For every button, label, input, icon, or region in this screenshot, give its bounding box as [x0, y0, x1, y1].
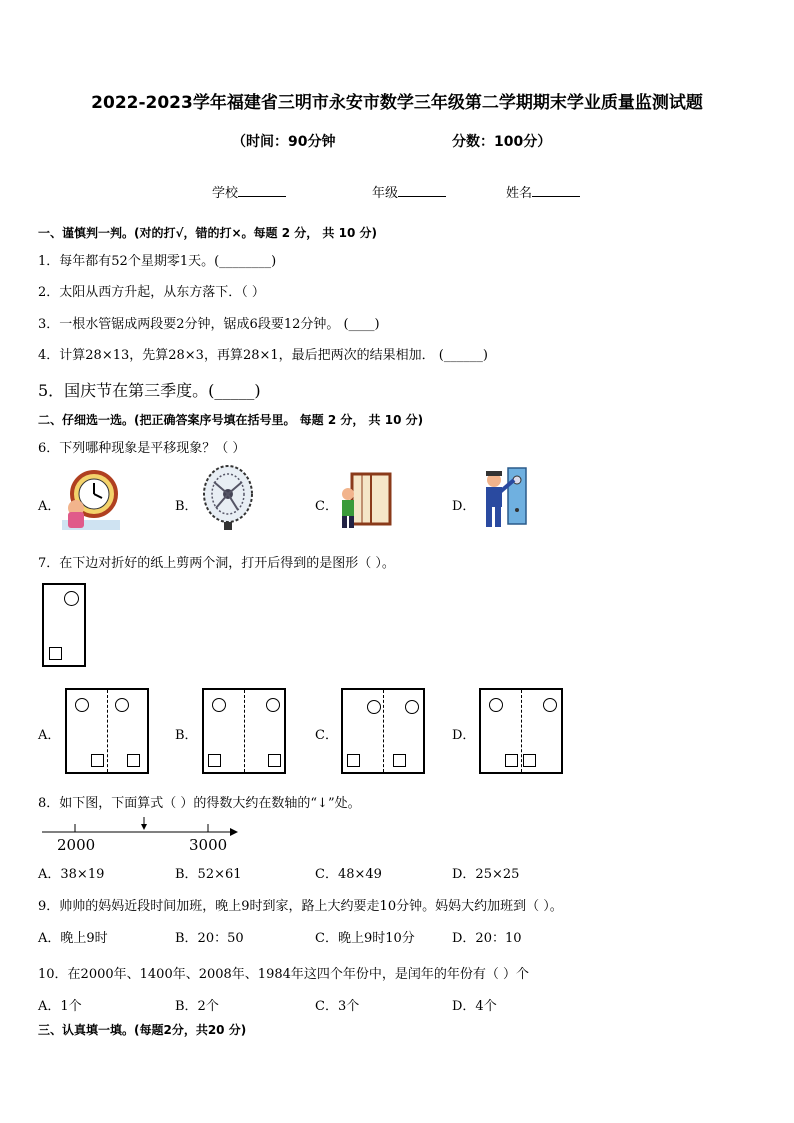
- section-1-heading: 一、谨慎判一判。(对的打√，错的打×。每题 2 分， 共 10 分): [38, 226, 377, 240]
- q7-figure-a: [65, 688, 149, 774]
- page-title: 2022-2023学年福建省三明市永安市数学三年级第二学期期末学业质量监测试题: [91, 93, 703, 113]
- clock-picture: [62, 468, 120, 530]
- q7-figure-b: [202, 688, 286, 774]
- hole-circle: [543, 698, 557, 712]
- window-picture: [336, 472, 392, 530]
- hole-circle: [266, 698, 280, 712]
- q8-option-c: C．48×49: [315, 867, 382, 882]
- hole-square: [208, 754, 221, 767]
- question-2: 2．太阳从西方升起，从东方落下．（ ）: [38, 285, 265, 300]
- grade-field: [372, 182, 446, 201]
- name-field: [506, 182, 580, 201]
- school-blank: [238, 184, 286, 197]
- hole-circle: [405, 700, 419, 714]
- question-8: 8．如下图，下面算式（ ）的得数大约在数轴的“↓”处。: [38, 796, 361, 811]
- name-blank: [532, 184, 580, 197]
- time-label: （时间：90分钟: [232, 134, 336, 150]
- q7-option-a-label: A．: [38, 728, 61, 743]
- hole-circle: [115, 698, 129, 712]
- q10-option-d: D．4个: [452, 999, 497, 1014]
- q6-option-b-label: B．: [175, 499, 198, 514]
- fold-line: [383, 690, 384, 772]
- question-1: 1．每年都有52个星期零1天。(________): [38, 254, 277, 269]
- fold-line: [107, 690, 108, 772]
- grade-label: 年级: [372, 186, 399, 201]
- question-7: 7．在下边对折好的纸上剪两个洞，打开后得到的是图形（ ）。: [38, 556, 395, 571]
- question-5: 5．国庆节在第三季度。(_____): [38, 381, 261, 400]
- hole-circle: [75, 698, 89, 712]
- q9-option-d: D．20：10: [452, 931, 522, 946]
- school-field: [212, 182, 286, 201]
- paper-hole-circle: [64, 591, 79, 606]
- hole-square: [523, 754, 536, 767]
- q9-option-b: B．20：50: [175, 931, 244, 946]
- q8-option-d: D．25×25: [452, 867, 520, 882]
- question-10: 10．在2000年、1400年、2008年、1984年这四个年份中，是闰年的年份有（ ）个: [38, 967, 530, 982]
- q6-option-a-label: A．: [38, 499, 61, 514]
- section-2-heading: 二、仔细选一选。(把正确答案序号填在括号里。 每题 2 分， 共 10 分): [38, 413, 424, 427]
- fold-line: [244, 690, 245, 772]
- q10-option-b: B．2个: [175, 999, 219, 1014]
- school-label: 学校: [212, 186, 239, 201]
- hole-square: [347, 754, 360, 767]
- question-6: 6．下列哪种现象是平移现象？（ ）: [38, 441, 246, 456]
- name-label: 姓名: [506, 186, 533, 201]
- q7-option-b-label: B．: [175, 728, 198, 743]
- question-3: 3．一根水管锯成两段要2分钟，锯成6段要12分钟。 (____): [38, 317, 380, 332]
- hole-square: [127, 754, 140, 767]
- q9-option-a: A．晚上9时: [38, 931, 108, 946]
- q7-option-c-label: C．: [315, 728, 338, 743]
- question-9: 9．帅帅的妈妈近段时间加班，晚上9时到家，路上大约要走10分钟。妈妈大约加班到（ ）。: [38, 899, 563, 914]
- q8-option-a: A．38×19: [38, 867, 105, 882]
- section-3-heading: 三、认真填一填。(每题2分，共20 分): [38, 1023, 247, 1037]
- q7-option-d-label: D．: [452, 728, 476, 743]
- grade-blank: [398, 184, 446, 197]
- hole-circle: [367, 700, 381, 714]
- hole-square: [268, 754, 281, 767]
- q6-option-c-label: C．: [315, 499, 338, 514]
- axis-tick-2000: 2000: [57, 836, 96, 854]
- hole-square: [505, 754, 518, 767]
- q7-figure-c: [341, 688, 425, 774]
- q7-figure-d: [479, 688, 563, 774]
- q10-option-a: A．1个: [38, 999, 82, 1014]
- paper-hole-square: [49, 647, 62, 660]
- question-4: 4．计算28×13，先算28×3，再算28×1，最后把两次的结果相加． (______): [38, 348, 488, 363]
- fan-picture: [198, 462, 256, 532]
- axis-tick-3000: 3000: [189, 836, 228, 854]
- fold-line: [521, 690, 522, 772]
- q6-option-d-label: D．: [452, 499, 476, 514]
- faucet-picture: [474, 466, 530, 532]
- q8-option-b: B．52×61: [175, 867, 242, 882]
- folded-paper: [42, 583, 86, 667]
- hole-circle: [212, 698, 226, 712]
- hole-square: [393, 754, 406, 767]
- q10-option-c: C．3个: [315, 999, 360, 1014]
- hole-circle: [489, 698, 503, 712]
- score-label: 分数：100分）: [452, 134, 552, 150]
- hole-square: [91, 754, 104, 767]
- q9-option-c: C．晚上9时10分: [315, 931, 415, 946]
